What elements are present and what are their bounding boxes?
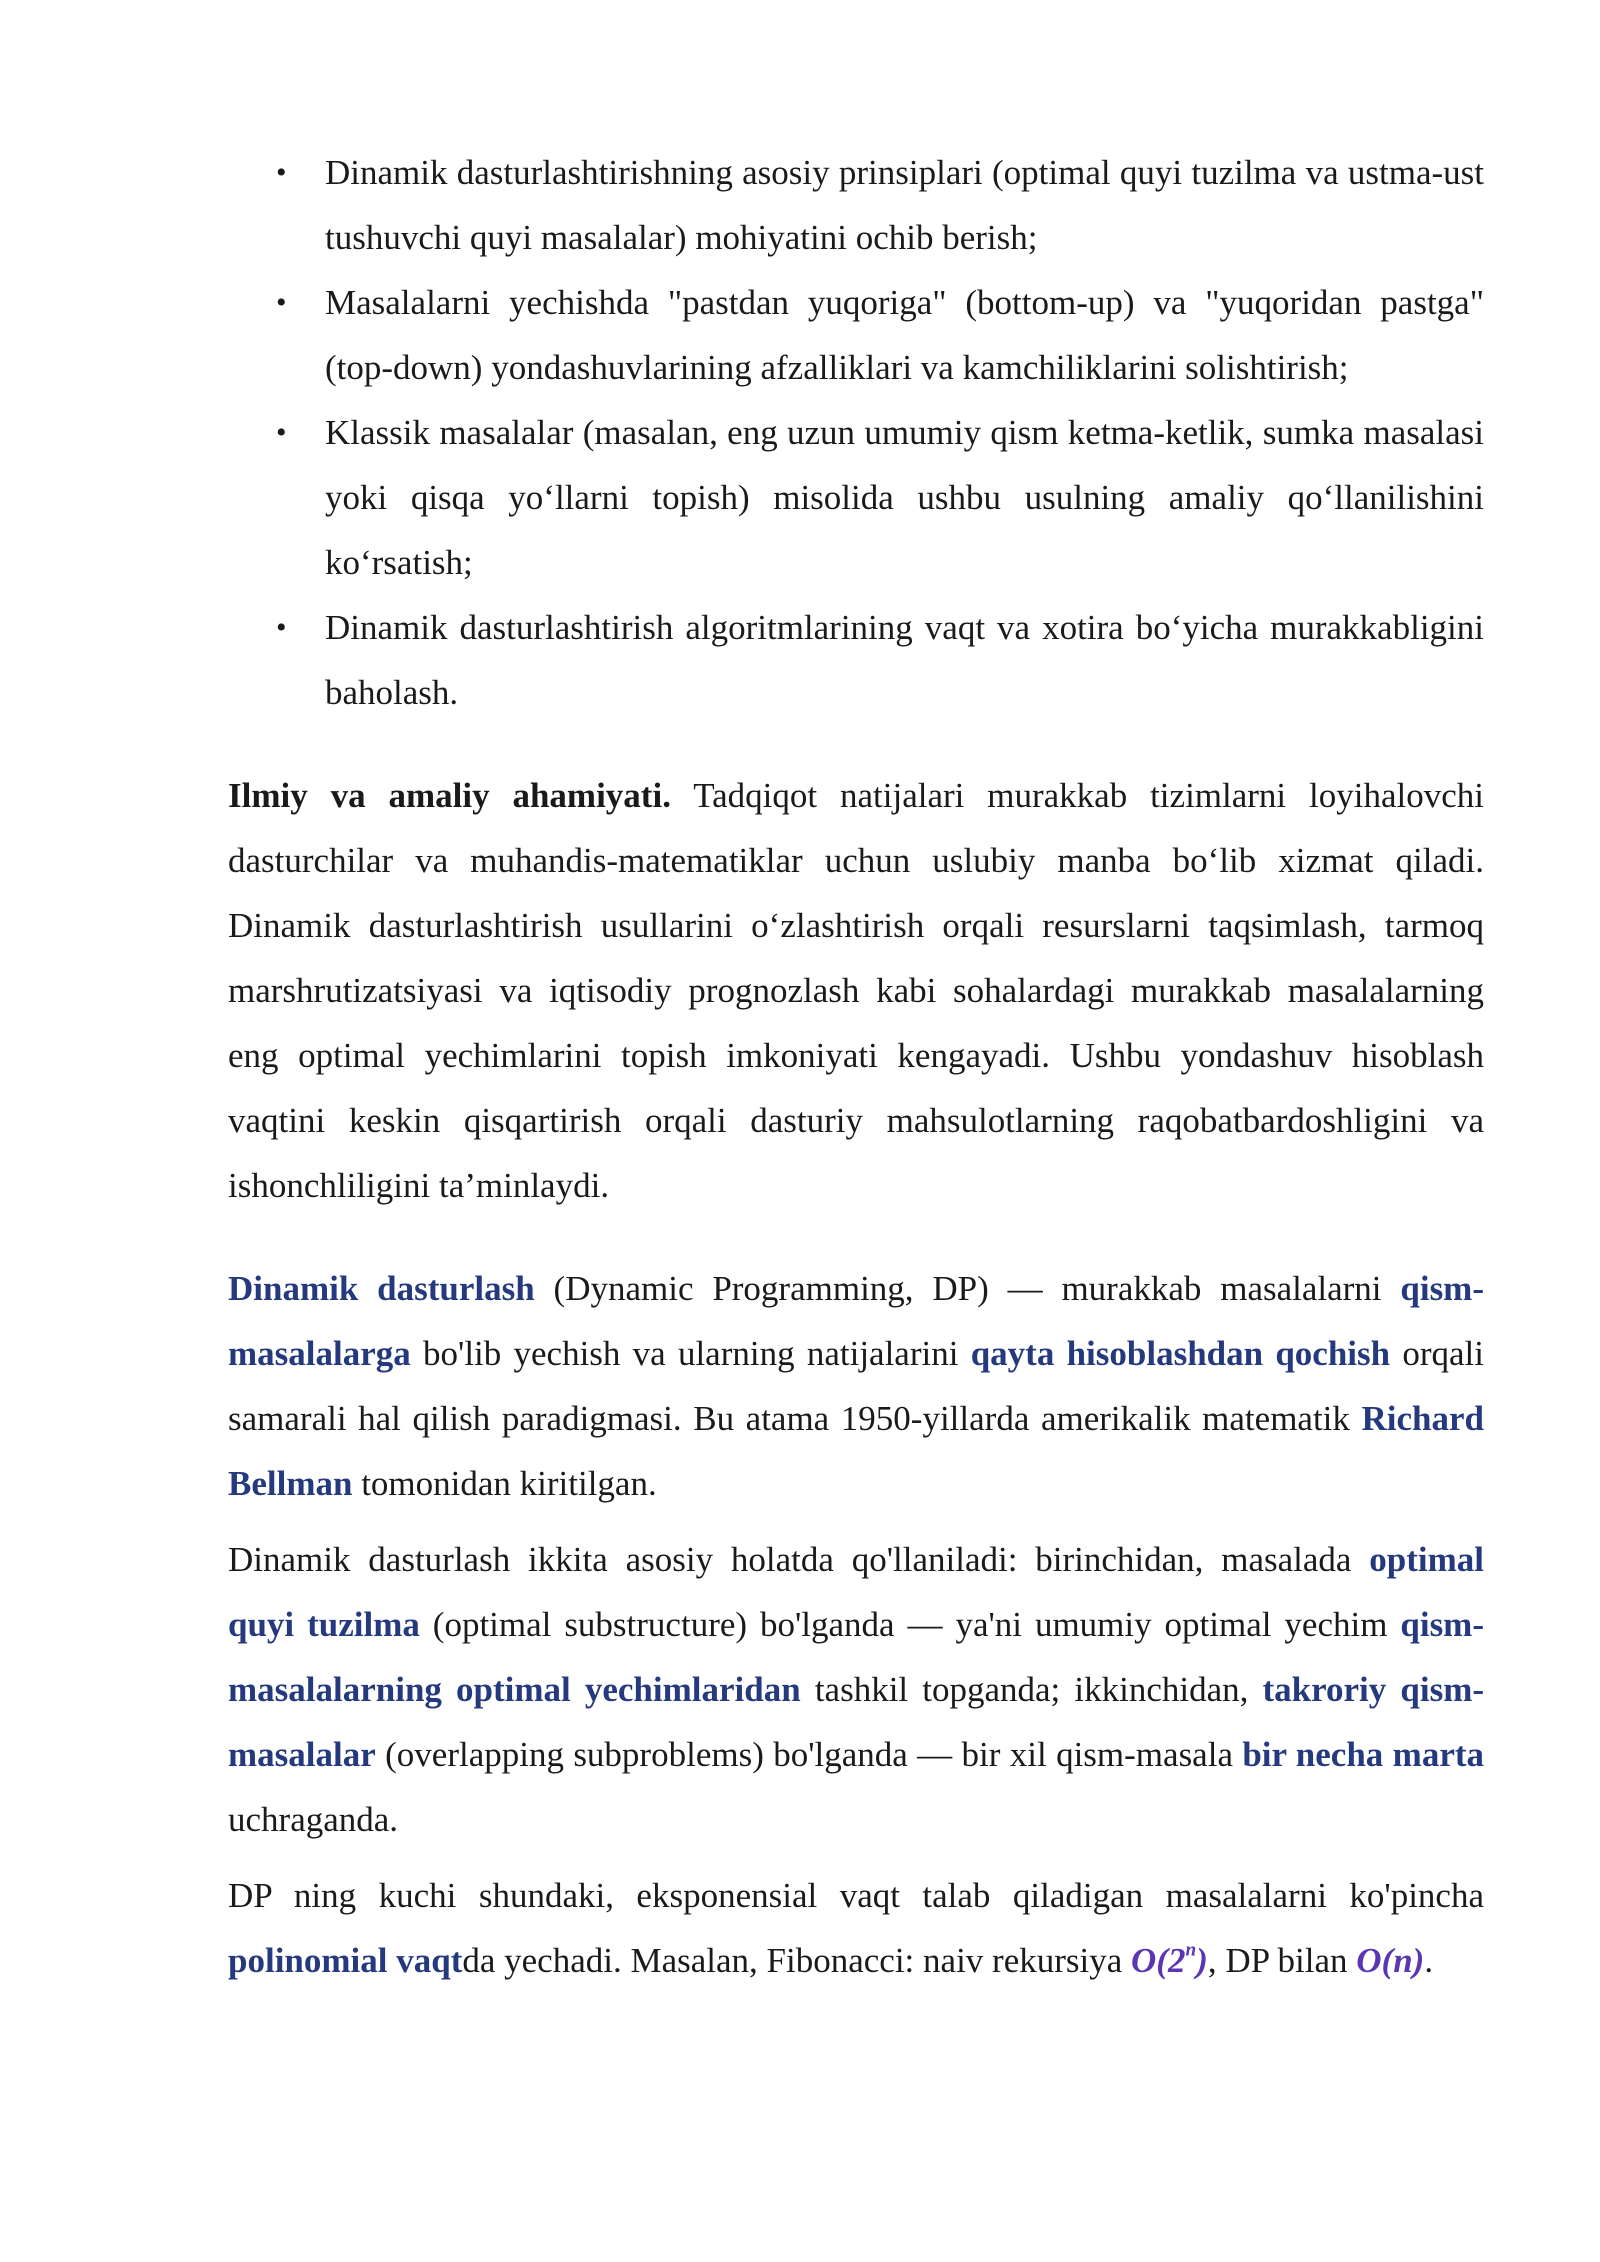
dp-term: Dinamik dasturlash [228, 1269, 535, 1308]
list-item-text: Masalalarni yechishda "pastdan yuqoriga" (bottom-up) va "yuqoridan pastga" (top-down) yondashuvlarining afzalliklari va kamchiliklarini solishtirish; [325, 283, 1484, 387]
dp-conditions-paragraph [228, 1527, 1484, 1852]
highlight-term: optimal quyi tuzilma [228, 1540, 1484, 1644]
list-item [228, 595, 1484, 725]
dp-power-text: DP ning kuchi shundaki, eksponensial vaqt talab qiladigan masalalarni ko'pincha [228, 1876, 1484, 1915]
highlight-term: qism-masalalarning optimal yechimlaridan [228, 1605, 1484, 1709]
list-item-text: Dinamik dasturlashtirish algoritmlarining vaqt va xotira bo‘yicha murakkabligini baholash. [325, 608, 1484, 712]
dp-power-text: , DP bilan [1207, 1941, 1357, 1980]
dp-power-paragraph [228, 1863, 1484, 1993]
complexity-exponent: n [1185, 1939, 1197, 1961]
highlight-term: qayta hisoblashdan qochish [970, 1334, 1391, 1373]
complexity-linear: O(n) [1356, 1941, 1425, 1980]
significance-paragraph [228, 763, 1484, 1218]
highlight-term: polinomial vaqt [228, 1941, 463, 1980]
significance-text: Tadqiqot natijalari murakkab tizimlarni loyihalovchi dasturchilar va muhandis-matematiklar uchun uslubiy manba bo‘lib xizmat qiladi. Dinamik dasturlashtirish usullarini o‘zlashtirish orqali resurslarni taqsimlash, tarmoq marshrutizatsiyasi va iqtisodiy prognozlash kabi sohalardagi murakkab masalalarning eng optimal yechimlarini topish imkoniyati kengayadi. Ushbu yondashuv hisoblash vaqtini keskin qisqartirish orqali dasturiy mahsulotlarning raqobatbardoshligini va ishonchliligini ta’minlaydi. [228, 776, 1484, 1205]
bullet: • [276, 416, 287, 449]
bullet: • [276, 286, 287, 319]
page-content [228, 140, 1484, 1993]
highlight-term: qism-masalalarga [228, 1269, 1484, 1373]
list-item [228, 400, 1484, 595]
bullet: • [276, 611, 287, 644]
dp-definition-text: bo'lib yechish va ularning natijalarini [410, 1334, 971, 1373]
complexity-close: ) [1196, 1941, 1208, 1980]
list-item-text: Dinamik dasturlashtirishning asosiy prinsiplari (optimal quyi tuzilma va ustma-ust tushuvchi quyi masalalar) mohiyatini ochib berish; [325, 153, 1484, 257]
goals-list [228, 140, 1484, 725]
dp-conditions-text: tashkil topganda; ikkinchidan, [800, 1670, 1263, 1709]
complexity-base: O(2 [1131, 1941, 1186, 1980]
dp-definition-text: orqali samarali hal qilish paradigmasi. Bu atama 1950-yillarda amerikalik matematik [228, 1334, 1484, 1438]
list-item-text: Klassik masalalar (masalan, eng uzun umumiy qism ketma-ketlik, sumka masalasi yoki qisqa yo‘llarni topish) misolida ushbu usulning amaliy qo‘llanilishini ko‘rsatish; [325, 413, 1484, 582]
dp-power-text: . [1424, 1941, 1434, 1980]
dp-conditions-text: Dinamik dasturlash ikkita asosiy holatda qo'llaniladi: birinchidan, masalada [228, 1540, 1370, 1579]
highlight-term: bir necha marta [1242, 1735, 1485, 1774]
dp-conditions-text: uchraganda. [228, 1800, 399, 1839]
dp-power-text: da yechadi. Masalan, Fibonacci: naiv rekursiya [462, 1941, 1132, 1980]
dp-definition-text: tomonidan kiritilgan. [352, 1464, 657, 1503]
highlight-term: takroriy qism-masalalar [228, 1670, 1485, 1774]
dp-conditions-text: (optimal substructure) bo'lganda — ya'ni umumiy optimal yechim [419, 1605, 1401, 1644]
significance-heading: Ilmiy va amaliy ahamiyati. [228, 776, 671, 815]
dp-definition-text: (Dynamic Programming, DP) — murakkab masalalarni [534, 1269, 1401, 1308]
bullet: • [276, 156, 287, 189]
complexity-exponential [1131, 1941, 1208, 1980]
list-item [228, 140, 1484, 270]
dp-definition-paragraph [228, 1256, 1484, 1516]
dp-conditions-text: (overlapping subproblems) bo'lganda — bir xil qism-masala [375, 1735, 1243, 1774]
list-item [228, 270, 1484, 400]
highlight-person: Richard Bellman [228, 1399, 1484, 1503]
